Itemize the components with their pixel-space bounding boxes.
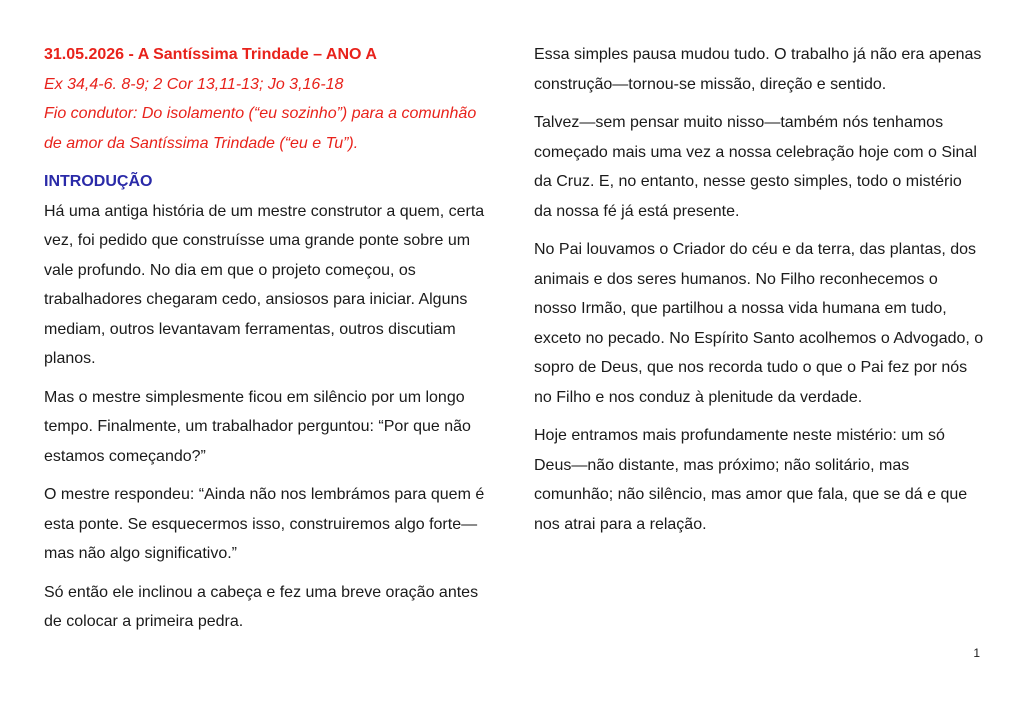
- left-paragraph-1: Há uma antiga história de um mestre construtor a quem, certa vez, foi pedido que construísse uma grande ponte sobre um vale profundo. No dia em que o projeto começou, os trabalhadores chegaram cedo, ansiosos para iniciar. Alguns mediam, outros levantavam ferramentas, outros discutiam planos.: [44, 202, 485, 367]
- right-paragraph-1: Essa simples pausa mudou tudo. O trabalho já não era apenas construção—tornou-se missão, direção e sentido.: [534, 46, 982, 93]
- left-paragraph-3: O mestre respondeu: “Ainda não nos lembrámos para quem é esta ponte. Se esquecermos isso, construiremos algo forte—mas não algo significativo.”: [44, 486, 485, 562]
- left-paragraph-4: Só então ele inclinou a cabeça e fez uma breve oração antes de colocar a primeira pedra.: [44, 583, 479, 630]
- fio-condutor: Fio condutor: Do isolamento (“eu sozinho”) para a comunhão de amor da Santíssima Trindade (“eu e Tu”).: [44, 105, 477, 152]
- right-paragraph-4: Hoje entramos mais profundamente neste mistério: um só Deus—não distante, mas próximo; não solitário, mas comunhão; não silêncio, mas amor que fala, que se dá e que nos atrai para a relação.: [534, 427, 968, 533]
- right-paragraph-3: No Pai louvamos o Criador do céu e da terra, das plantas, dos animais e dos seres humanos. No Filho reconhecemos o nosso Irmão, que partilhou a nossa vida humana em tudo, exceto no pecado. No Espírito Santo acolhemos o Advogado, o sopro de Deus, que nos recorda tudo o que o Pai fez por nós no Filho e nos conduz à plenitude da verdade.: [534, 241, 984, 406]
- right-column: [534, 40, 984, 548]
- readings-reference: Ex 34,4-6. 8-9; 2 Cor 13,11-13; Jo 3,16-18: [44, 75, 344, 93]
- intro-heading: INTRODUÇÃO: [44, 173, 153, 190]
- right-paragraph-2: Talvez—sem pensar muito nisso—também nós tenhamos começado mais uma vez a nossa celebração hoje com o Sinal da Cruz. E, no entanto, nesse gesto simples, todo o mistério da nossa fé já está presente.: [534, 114, 977, 220]
- document-title: 31.05.2026 - A Santíssima Trindade – ANO A: [44, 46, 377, 63]
- left-paragraph-2: Mas o mestre simplesmente ficou em silêncio por um longo tempo. Finalmente, um trabalhador perguntou: “Por que não estamos começando?”: [44, 388, 471, 465]
- left-column: [44, 40, 494, 646]
- page-number: 1: [973, 646, 980, 660]
